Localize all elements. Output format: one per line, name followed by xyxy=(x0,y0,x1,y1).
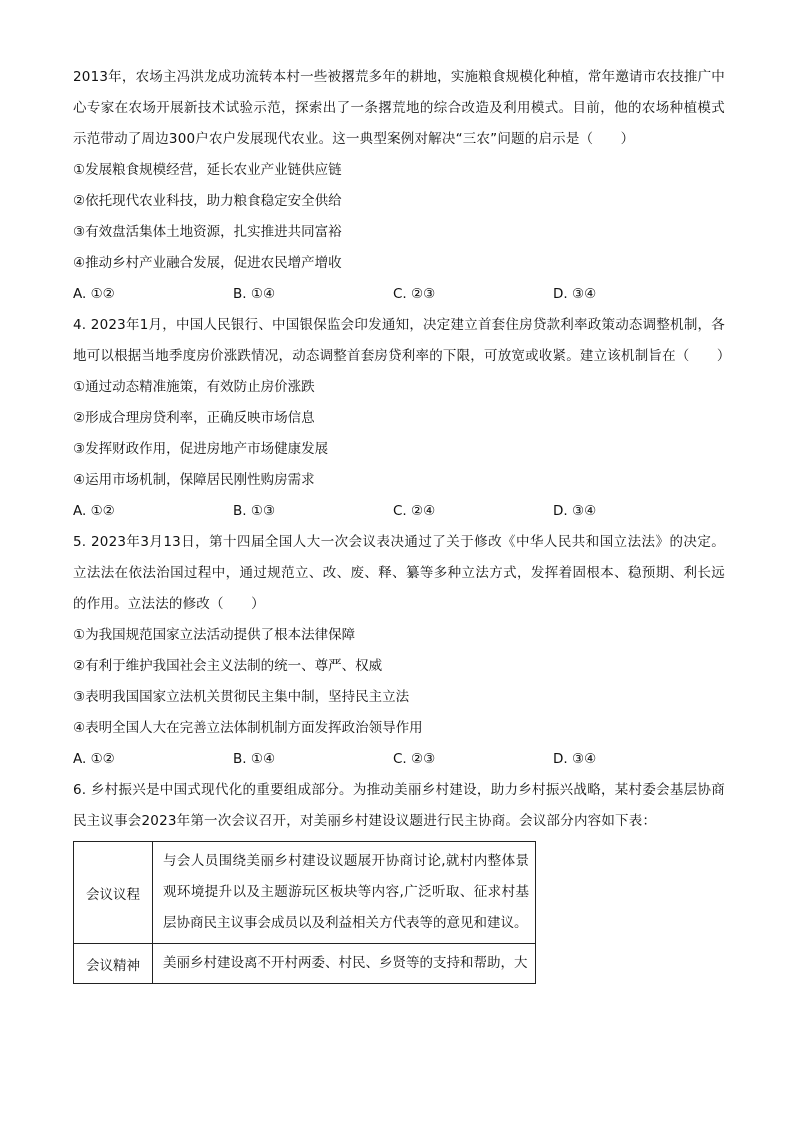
question-stem: 5. 2023年3月13日，第十四届全国人大一次会议表决通过了关于修改《中华人民共和国立法法》的决定。立法法在依法治国过程中，通过规范立、改、废、释、纂等多种立法方式，发挥着固根本、稳预期、利长远的作用。立法法的修改（ ） xyxy=(73,534,725,612)
question-5 xyxy=(73,527,725,775)
meeting-table xyxy=(73,841,536,984)
option-statement: ④运用市场机制，保障居民刚性购房需求 xyxy=(73,472,315,488)
question-4 xyxy=(73,310,731,527)
table-row xyxy=(74,842,536,944)
choice-a[interactable]: A. ①② xyxy=(73,286,115,302)
row-content: 与会人员围绕美丽乡村建设议题展开协商讨论,就村内整体景观环境提升以及主题游玩区板块等内容,广泛听取、征求村基层协商民主议事会成员以及利益相关方代表等的意见和建议。 xyxy=(153,842,536,944)
choice-d[interactable]: D. ③④ xyxy=(553,751,597,767)
option-statement: ③发挥财政作用，促进房地产市场健康发展 xyxy=(73,441,329,457)
option-statement: ②依托现代农业科技，助力粮食稳定安全供给 xyxy=(73,193,342,209)
choice-c[interactable]: C. ②③ xyxy=(393,286,436,302)
option-statement: ②有利于维护我国社会主义法制的统一、尊严、权威 xyxy=(73,658,383,674)
choice-a[interactable]: A. ①② xyxy=(73,503,115,519)
exam-page xyxy=(73,62,731,984)
answer-choices xyxy=(73,744,725,775)
question-stem: 6. 乡村振兴是中国式现代化的重要组成部分。为推动美丽乡村建设，助力乡村振兴战略，某村委会基层协商民主议事会2023年第一次会议召开，对美丽乡村建设议题进行民主协商。会议部分内容如下表： xyxy=(73,782,725,829)
question-3 xyxy=(73,62,725,310)
table-row xyxy=(74,944,536,984)
option-statement: ①通过动态精准施策，有效防止房价涨跌 xyxy=(73,379,315,395)
row-label: 会议议程 xyxy=(74,842,153,944)
question-stem: 4. 2023年1月，中国人民银行、中国银保监会印发通知，决定建立首套住房贷款利率政策动态调整机制，各地可以根据当地季度房价涨跌情况，动态调整首套房贷利率的下限，可放宽或收紧。建立该机制旨在（ ） xyxy=(73,317,731,364)
option-statement: ②形成合理房贷利率，正确反映市场信息 xyxy=(73,410,315,426)
answer-choices xyxy=(73,496,725,527)
row-label: 会议精神 xyxy=(74,944,153,984)
choice-b[interactable]: B. ①③ xyxy=(233,503,276,519)
choice-d[interactable]: D. ③④ xyxy=(553,503,597,519)
answer-choices xyxy=(73,279,725,310)
choice-c[interactable]: C. ②③ xyxy=(393,751,436,767)
option-statement: ④表明全国人大在完善立法体制机制方面发挥政治领导作用 xyxy=(73,720,423,736)
question-stem: 2013年，农场主冯洪龙成功流转本村一些被撂荒多年的耕地，实施粮食规模化种植，常年邀请市农技推广中心专家在农场开展新技术试验示范，探索出了一条撂荒地的综合改造及利用模式。目前，他的农场种植模式示范带动了周边300户农户发展现代农业。这一典型案例对解决“三农”问题的启示是（ ） xyxy=(73,69,725,147)
option-statement: ①为我国规范国家立法活动提供了根本法律保障 xyxy=(73,627,356,643)
choice-c[interactable]: C. ②④ xyxy=(393,503,436,519)
choice-b[interactable]: B. ①④ xyxy=(233,286,276,302)
choice-d[interactable]: D. ③④ xyxy=(553,286,597,302)
option-statement: ④推动乡村产业融合发展，促进农民增产增收 xyxy=(73,255,342,271)
choice-b[interactable]: B. ①④ xyxy=(233,751,276,767)
option-statement: ①发展粮食规模经营，延长农业产业链供应链 xyxy=(73,162,342,178)
option-statement: ③有效盘活集体土地资源，扎实推进共同富裕 xyxy=(73,224,342,240)
choice-a[interactable]: A. ①② xyxy=(73,751,115,767)
row-content: 美丽乡村建设离不开村两委、村民、乡贤等的支持和帮助，大 xyxy=(153,944,536,984)
option-statement: ③表明我国国家立法机关贯彻民主集中制，坚持民主立法 xyxy=(73,689,410,705)
question-6 xyxy=(73,775,725,984)
